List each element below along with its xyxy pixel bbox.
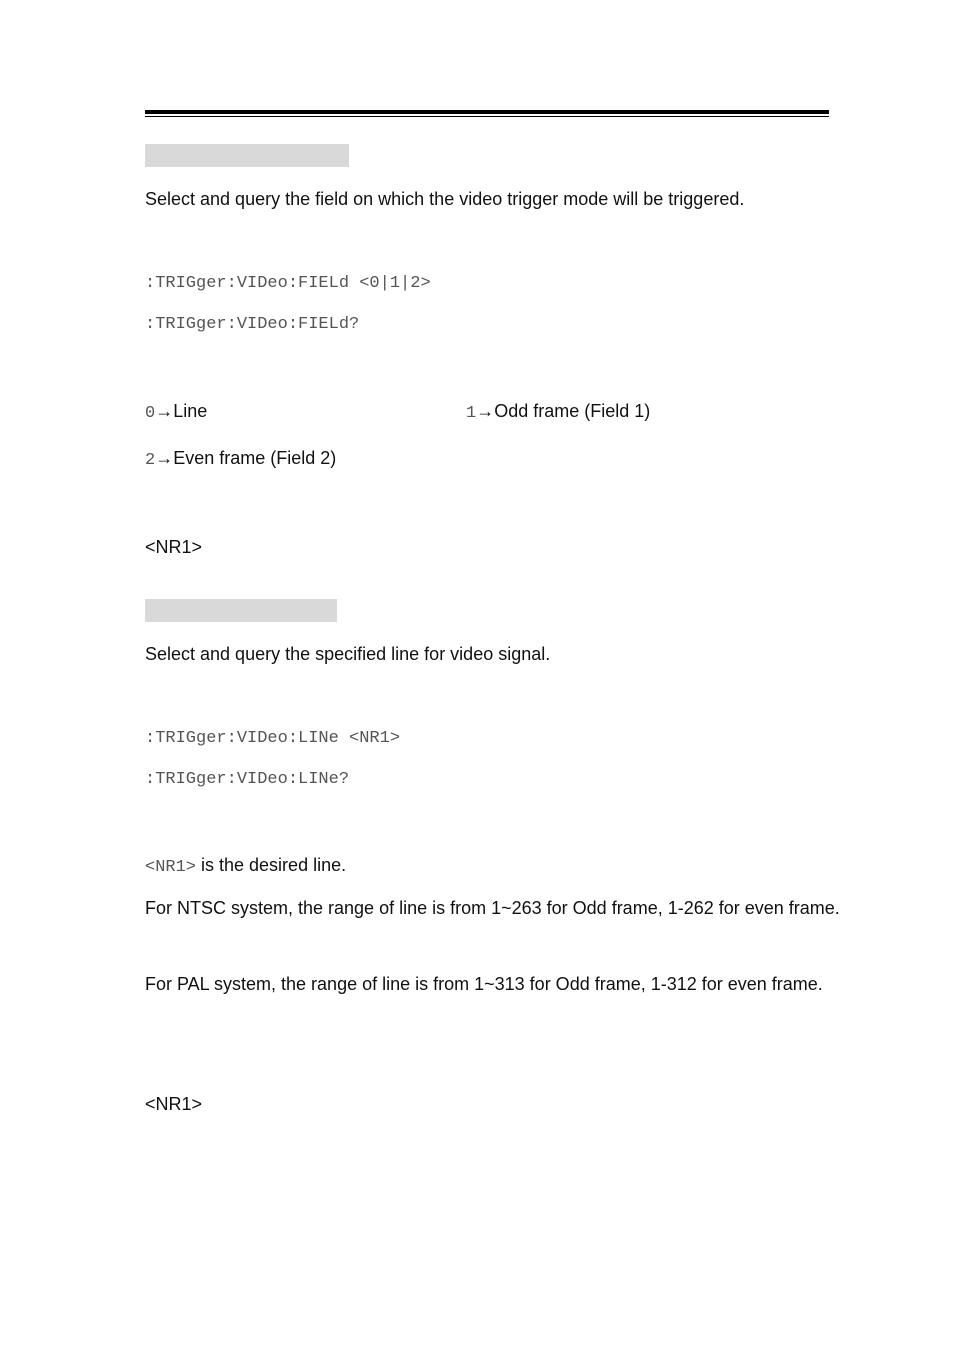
line-return-format: <NR1> (145, 1094, 203, 1114)
header-rule-thin (145, 116, 829, 117)
field-param-0-label: →Line (155, 401, 208, 421)
section-heading-bar-line (145, 599, 337, 622)
field-param-0 (145, 399, 207, 426)
line-description: Select and query the specified line for video signal. (145, 644, 551, 664)
field-param-1-label: →Odd frame (Field 1) (476, 401, 651, 421)
field-description: Select and query the field on which the video trigger mode will be triggered. (145, 189, 745, 209)
section-heading-bar-field (145, 144, 349, 167)
field-syntax-query: :TRIGger:VIDeo:FIELd? (145, 315, 360, 334)
field-param-2-code: 2 (145, 451, 156, 470)
line-syntax-set: :TRIGger:VIDeo:LINe <NR1> (145, 729, 401, 748)
header-rule-thick (145, 110, 829, 114)
field-return-format: <NR1> (145, 537, 203, 557)
line-param-text: is the desired line. (196, 855, 347, 875)
line-pal-range: For PAL system, the range of line is from 1~313 for Odd frame, 1-312 for even frame. (145, 974, 823, 994)
line-param-description (145, 853, 346, 880)
line-ntsc-range: For NTSC system, the range of line is from 1~263 for Odd frame, 1-262 for even frame. (145, 898, 840, 918)
field-syntax-set: :TRIGger:VIDeo:FIELd <0|1|2> (145, 274, 431, 293)
field-param-1-code: 1 (466, 404, 477, 423)
field-param-2-label: →Even frame (Field 2) (155, 448, 337, 468)
line-syntax-query: :TRIGger:VIDeo:LINe? (145, 770, 350, 789)
field-param-1 (466, 399, 650, 426)
field-param-0-code: 0 (145, 404, 156, 423)
line-param-code: <NR1> (145, 858, 197, 877)
field-param-2 (145, 446, 336, 473)
